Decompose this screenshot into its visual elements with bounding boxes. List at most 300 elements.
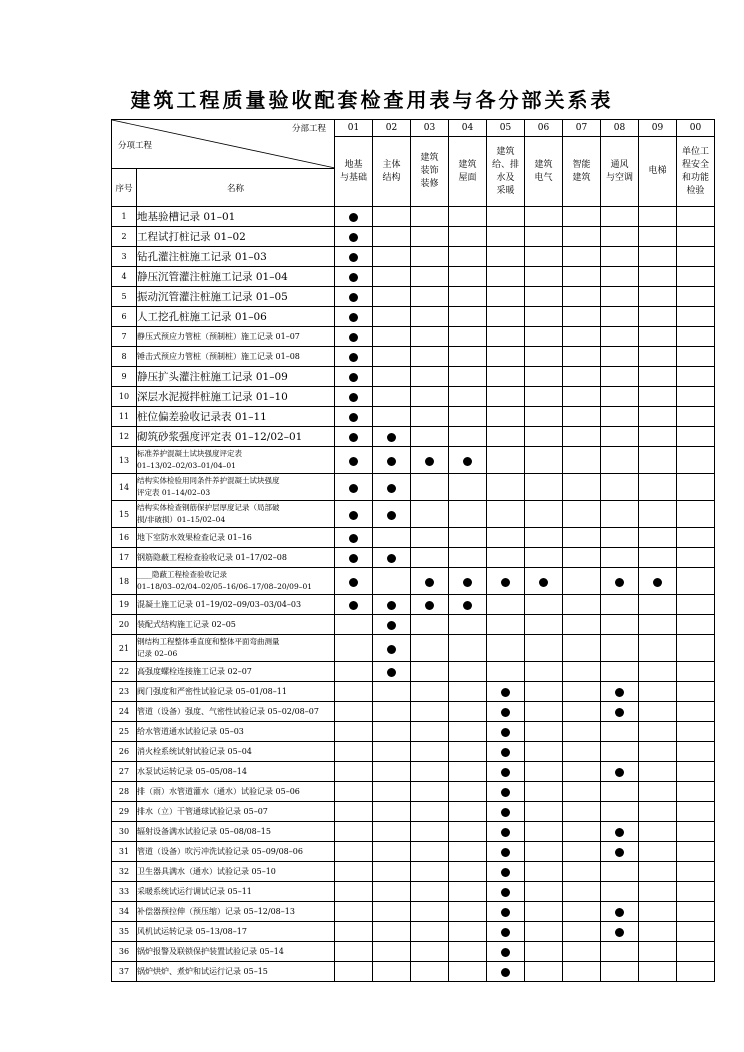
- cell-01: [335, 528, 373, 548]
- cell-04: [449, 501, 487, 528]
- cell-03: [411, 682, 449, 702]
- cell-08: [601, 501, 639, 528]
- cell-02: [373, 862, 411, 882]
- cell-05: [487, 682, 525, 702]
- cell-06: [525, 862, 563, 882]
- applicable-dot-icon: [615, 848, 624, 857]
- table-row: [112, 942, 715, 962]
- cell-02: [373, 501, 411, 528]
- row-seq: 30: [112, 822, 137, 842]
- row-name: 锅炉报警及联锁保护装置试验记录 05–14: [137, 942, 335, 962]
- applicable-dot-icon: [349, 373, 358, 382]
- row-name: 结构实体检查钢筋保护层厚度记录（局部破 损/非破损）01–15/02–04: [137, 501, 335, 528]
- cell-07: [563, 367, 601, 387]
- cell-03: [411, 287, 449, 307]
- cell-08: [601, 407, 639, 427]
- cell-01: [335, 307, 373, 327]
- applicable-dot-icon: [349, 601, 358, 610]
- cell-01: [335, 702, 373, 722]
- row-name: 卫生器具满水（通水）试验记录 05–10: [137, 862, 335, 882]
- table-row: [112, 528, 715, 548]
- table-row: [112, 207, 715, 227]
- cell-01: [335, 501, 373, 528]
- cell-08: [601, 635, 639, 662]
- applicable-dot-icon: [349, 353, 358, 362]
- cell-00: [677, 702, 715, 722]
- cell-02: [373, 962, 411, 982]
- cell-08: [601, 662, 639, 682]
- cell-06: [525, 942, 563, 962]
- cell-06: [525, 474, 563, 501]
- cell-07: [563, 501, 601, 528]
- cell-05: [487, 568, 525, 595]
- cell-08: [601, 722, 639, 742]
- table-row: [112, 347, 715, 367]
- cell-00: [677, 782, 715, 802]
- cell-00: [677, 942, 715, 962]
- cell-09: [639, 387, 677, 407]
- cell-02: [373, 635, 411, 662]
- applicable-dot-icon: [501, 888, 510, 897]
- cell-06: [525, 407, 563, 427]
- row-name: 排水（立）干管通球试验记录 05–07: [137, 802, 335, 822]
- cell-08: [601, 595, 639, 615]
- cell-06: [525, 902, 563, 922]
- table-row: [112, 842, 715, 862]
- cell-03: [411, 207, 449, 227]
- cell-06: [525, 427, 563, 447]
- cell-03: [411, 407, 449, 427]
- row-seq: 3: [112, 247, 137, 267]
- cell-07: [563, 762, 601, 782]
- row-name: 锤击式预应力管桩（预制桩）施工记录 01–08: [137, 347, 335, 367]
- cell-03: [411, 247, 449, 267]
- applicable-dot-icon: [615, 828, 624, 837]
- cell-02: [373, 568, 411, 595]
- row-name: 砌筑砂浆强度评定表 01–12/02–01: [137, 427, 335, 447]
- row-name: 钢筋隐蔽工程检查验收记录 01–17/02–08: [137, 548, 335, 568]
- cell-06: [525, 742, 563, 762]
- table-row: [112, 682, 715, 702]
- cell-09: [639, 207, 677, 227]
- cell-04: [449, 742, 487, 762]
- cell-08: [601, 902, 639, 922]
- cell-05: [487, 227, 525, 247]
- row-seq: 32: [112, 862, 137, 882]
- division-name-05: [487, 137, 525, 207]
- page-title: 建筑工程质量验收配套检查用表与各分部关系表: [130, 88, 614, 112]
- cell-07: [563, 474, 601, 501]
- row-name: 地基验槽记录 01–01: [137, 207, 335, 227]
- row-seq: 5: [112, 287, 137, 307]
- cell-05: [487, 595, 525, 615]
- table-row: [112, 427, 715, 447]
- row-seq: 16: [112, 528, 137, 548]
- row-name: 消火栓系统试射试验记录 05–04: [137, 742, 335, 762]
- row-name: 混凝土施工记录 01–19/02–09/03–03/04–03: [137, 595, 335, 615]
- cell-00: [677, 528, 715, 548]
- cell-04: [449, 902, 487, 922]
- cell-05: [487, 822, 525, 842]
- cell-03: [411, 742, 449, 762]
- cell-07: [563, 942, 601, 962]
- cell-02: [373, 474, 411, 501]
- cell-03: [411, 615, 449, 635]
- cell-01: [335, 802, 373, 822]
- cell-06: [525, 447, 563, 474]
- cell-04: [449, 722, 487, 742]
- cell-07: [563, 568, 601, 595]
- applicable-dot-icon: [349, 484, 358, 493]
- row-name: 给水管道通水试验记录 05–03: [137, 722, 335, 742]
- cell-02: [373, 287, 411, 307]
- cell-06: [525, 842, 563, 862]
- table-row: [112, 501, 715, 528]
- row-name: 静压沉管灌注桩施工记录 01–04: [137, 267, 335, 287]
- cell-07: [563, 782, 601, 802]
- row-seq: 29: [112, 802, 137, 822]
- cell-03: [411, 447, 449, 474]
- cell-08: [601, 822, 639, 842]
- cell-02: [373, 247, 411, 267]
- cell-09: [639, 427, 677, 447]
- cell-06: [525, 501, 563, 528]
- division-code-04: 04: [449, 120, 487, 137]
- cell-06: [525, 367, 563, 387]
- cell-08: [601, 702, 639, 722]
- cell-00: [677, 267, 715, 287]
- cell-00: [677, 387, 715, 407]
- cell-02: [373, 227, 411, 247]
- cell-02: [373, 548, 411, 568]
- cell-09: [639, 782, 677, 802]
- cell-01: [335, 347, 373, 367]
- cell-06: [525, 762, 563, 782]
- row-seq: 28: [112, 782, 137, 802]
- cell-02: [373, 762, 411, 782]
- cell-00: [677, 682, 715, 702]
- cell-04: [449, 347, 487, 367]
- applicable-dot-icon: [349, 213, 358, 222]
- cell-07: [563, 742, 601, 762]
- applicable-dot-icon: [615, 688, 624, 697]
- cell-03: [411, 902, 449, 922]
- cell-08: [601, 528, 639, 548]
- applicable-dot-icon: [615, 768, 624, 777]
- cell-06: [525, 822, 563, 842]
- row-seq: 37: [112, 962, 137, 982]
- applicable-dot-icon: [615, 928, 624, 937]
- table-row: [112, 882, 715, 902]
- cell-02: [373, 702, 411, 722]
- row-seq: 4: [112, 267, 137, 287]
- division-name-02: [373, 137, 411, 207]
- cell-09: [639, 447, 677, 474]
- table-row: [112, 702, 715, 722]
- applicable-dot-icon: [501, 788, 510, 797]
- cell-01: [335, 447, 373, 474]
- cell-01: [335, 782, 373, 802]
- cell-03: [411, 762, 449, 782]
- cell-00: [677, 501, 715, 528]
- cell-03: [411, 595, 449, 615]
- cell-07: [563, 327, 601, 347]
- applicable-dot-icon: [653, 578, 662, 587]
- applicable-dot-icon: [501, 908, 510, 917]
- row-seq: 24: [112, 702, 137, 722]
- cell-01: [335, 722, 373, 742]
- cell-04: [449, 662, 487, 682]
- cell-01: [335, 207, 373, 227]
- table-row: [112, 568, 715, 595]
- cell-00: [677, 427, 715, 447]
- cell-00: [677, 407, 715, 427]
- cell-09: [639, 267, 677, 287]
- cell-05: [487, 207, 525, 227]
- cell-06: [525, 662, 563, 682]
- division-name-text: 电梯: [648, 166, 667, 176]
- cell-04: [449, 635, 487, 662]
- cell-02: [373, 922, 411, 942]
- cell-01: [335, 902, 373, 922]
- row-name: 辐射设备满水试验记录 05–08/08–15: [137, 822, 335, 842]
- row-seq: 35: [112, 922, 137, 942]
- cell-02: [373, 902, 411, 922]
- cell-00: [677, 822, 715, 842]
- cell-03: [411, 327, 449, 347]
- cell-03: [411, 962, 449, 982]
- applicable-dot-icon: [615, 708, 624, 717]
- cell-06: [525, 802, 563, 822]
- table-row: [112, 367, 715, 387]
- cell-07: [563, 247, 601, 267]
- applicable-dot-icon: [501, 728, 510, 737]
- cell-01: [335, 568, 373, 595]
- cell-07: [563, 528, 601, 548]
- cell-03: [411, 528, 449, 548]
- division-name-text: 单位工 程安全 和功能 检验: [681, 146, 709, 196]
- applicable-dot-icon: [425, 578, 434, 587]
- cell-04: [449, 882, 487, 902]
- cell-01: [335, 227, 373, 247]
- cell-04: [449, 307, 487, 327]
- cell-09: [639, 528, 677, 548]
- cell-06: [525, 267, 563, 287]
- row-name: 人工挖孔桩施工记录 01–06: [137, 307, 335, 327]
- cell-05: [487, 528, 525, 548]
- cell-00: [677, 882, 715, 902]
- table-row: [112, 902, 715, 922]
- cell-07: [563, 407, 601, 427]
- table-row: [112, 742, 715, 762]
- cell-01: [335, 548, 373, 568]
- cell-07: [563, 447, 601, 474]
- table-row: [112, 722, 715, 742]
- cell-02: [373, 427, 411, 447]
- row-name: 排（雨）水管道灌水（通水）试验记录 05–06: [137, 782, 335, 802]
- division-name-text: 通风 与空调: [605, 159, 633, 183]
- cell-08: [601, 307, 639, 327]
- table-row: [112, 387, 715, 407]
- applicable-dot-icon: [349, 457, 358, 466]
- applicable-dot-icon: [501, 848, 510, 857]
- cell-03: [411, 548, 449, 568]
- cell-03: [411, 367, 449, 387]
- division-name-01: [335, 137, 373, 207]
- cell-09: [639, 367, 677, 387]
- row-seq: 17: [112, 548, 137, 568]
- cell-09: [639, 742, 677, 762]
- cell-08: [601, 842, 639, 862]
- row-name: 补偿器预拉伸（预压缩）记录 05–12/08–13: [137, 902, 335, 922]
- subitem-label: 分项工程: [118, 141, 153, 151]
- cell-09: [639, 287, 677, 307]
- row-name: 钻孔灌注桩施工记录 01–03: [137, 247, 335, 267]
- table-row: [112, 922, 715, 942]
- cell-04: [449, 227, 487, 247]
- row-seq: 22: [112, 662, 137, 682]
- cell-02: [373, 447, 411, 474]
- cell-00: [677, 802, 715, 822]
- table-row: [112, 782, 715, 802]
- cell-00: [677, 962, 715, 982]
- cell-02: [373, 595, 411, 615]
- division-name-text: 地基 与基础: [339, 159, 367, 183]
- row-name: 工程试打桩记录 01–02: [137, 227, 335, 247]
- applicable-dot-icon: [425, 601, 434, 610]
- cell-08: [601, 942, 639, 962]
- division-code-01: 01: [335, 120, 373, 137]
- cell-00: [677, 635, 715, 662]
- cell-04: [449, 267, 487, 287]
- cell-01: [335, 407, 373, 427]
- applicable-dot-icon: [349, 293, 358, 302]
- cell-06: [525, 207, 563, 227]
- cell-09: [639, 702, 677, 722]
- row-name: 锅炉烘炉、煮炉和试运行记录 05–15: [137, 962, 335, 982]
- cell-05: [487, 762, 525, 782]
- cell-04: [449, 802, 487, 822]
- table-row: [112, 595, 715, 615]
- cell-02: [373, 722, 411, 742]
- cell-06: [525, 287, 563, 307]
- applicable-dot-icon: [501, 708, 510, 717]
- cell-07: [563, 682, 601, 702]
- cell-09: [639, 942, 677, 962]
- cell-04: [449, 615, 487, 635]
- cell-04: [449, 762, 487, 782]
- cell-07: [563, 207, 601, 227]
- cell-08: [601, 227, 639, 247]
- cell-04: [449, 474, 487, 501]
- division-name-text: 主体 结构: [382, 159, 401, 183]
- cell-07: [563, 702, 601, 722]
- applicable-dot-icon: [387, 668, 396, 677]
- cell-05: [487, 327, 525, 347]
- applicable-dot-icon: [349, 393, 358, 402]
- division-code-05: 05: [487, 120, 525, 137]
- cell-00: [677, 207, 715, 227]
- cell-04: [449, 922, 487, 942]
- cell-04: [449, 942, 487, 962]
- applicable-dot-icon: [387, 457, 396, 466]
- cell-02: [373, 615, 411, 635]
- cell-01: [335, 922, 373, 942]
- cell-04: [449, 407, 487, 427]
- cell-00: [677, 762, 715, 782]
- cell-03: [411, 722, 449, 742]
- cell-05: [487, 387, 525, 407]
- cell-08: [601, 782, 639, 802]
- cell-05: [487, 962, 525, 982]
- cell-01: [335, 682, 373, 702]
- cell-09: [639, 474, 677, 501]
- cell-05: [487, 615, 525, 635]
- cell-01: [335, 762, 373, 782]
- cell-09: [639, 568, 677, 595]
- cell-00: [677, 307, 715, 327]
- cell-08: [601, 962, 639, 982]
- row-name: 采暖系统试运行调试记录 05–11: [137, 882, 335, 902]
- division-label: 分部工程: [291, 124, 326, 134]
- cell-02: [373, 822, 411, 842]
- cell-07: [563, 307, 601, 327]
- division-name-06: [525, 137, 563, 207]
- cell-08: [601, 447, 639, 474]
- cell-06: [525, 327, 563, 347]
- cell-03: [411, 882, 449, 902]
- cell-05: [487, 742, 525, 762]
- cell-04: [449, 862, 487, 882]
- cell-05: [487, 802, 525, 822]
- applicable-dot-icon: [501, 688, 510, 697]
- cell-06: [525, 387, 563, 407]
- applicable-dot-icon: [349, 413, 358, 422]
- cell-01: [335, 267, 373, 287]
- cell-03: [411, 822, 449, 842]
- cell-08: [601, 682, 639, 702]
- cell-03: [411, 474, 449, 501]
- cell-09: [639, 327, 677, 347]
- cell-07: [563, 387, 601, 407]
- applicable-dot-icon: [463, 578, 472, 587]
- cell-01: [335, 387, 373, 407]
- relationship-table: [111, 119, 715, 982]
- cell-09: [639, 722, 677, 742]
- row-seq: 11: [112, 407, 137, 427]
- cell-00: [677, 742, 715, 762]
- cell-09: [639, 227, 677, 247]
- row-seq: 10: [112, 387, 137, 407]
- table-corner-header: [112, 120, 335, 169]
- cell-02: [373, 307, 411, 327]
- applicable-dot-icon: [463, 457, 472, 466]
- cell-04: [449, 595, 487, 615]
- cell-09: [639, 347, 677, 367]
- cell-04: [449, 702, 487, 722]
- cell-06: [525, 882, 563, 902]
- applicable-dot-icon: [349, 313, 358, 322]
- cell-00: [677, 447, 715, 474]
- table-row: [112, 862, 715, 882]
- row-name: 风机试运转记录 05–13/08–17: [137, 922, 335, 942]
- cell-05: [487, 922, 525, 942]
- cell-03: [411, 635, 449, 662]
- cell-04: [449, 207, 487, 227]
- cell-02: [373, 528, 411, 548]
- applicable-dot-icon: [349, 578, 358, 587]
- cell-06: [525, 548, 563, 568]
